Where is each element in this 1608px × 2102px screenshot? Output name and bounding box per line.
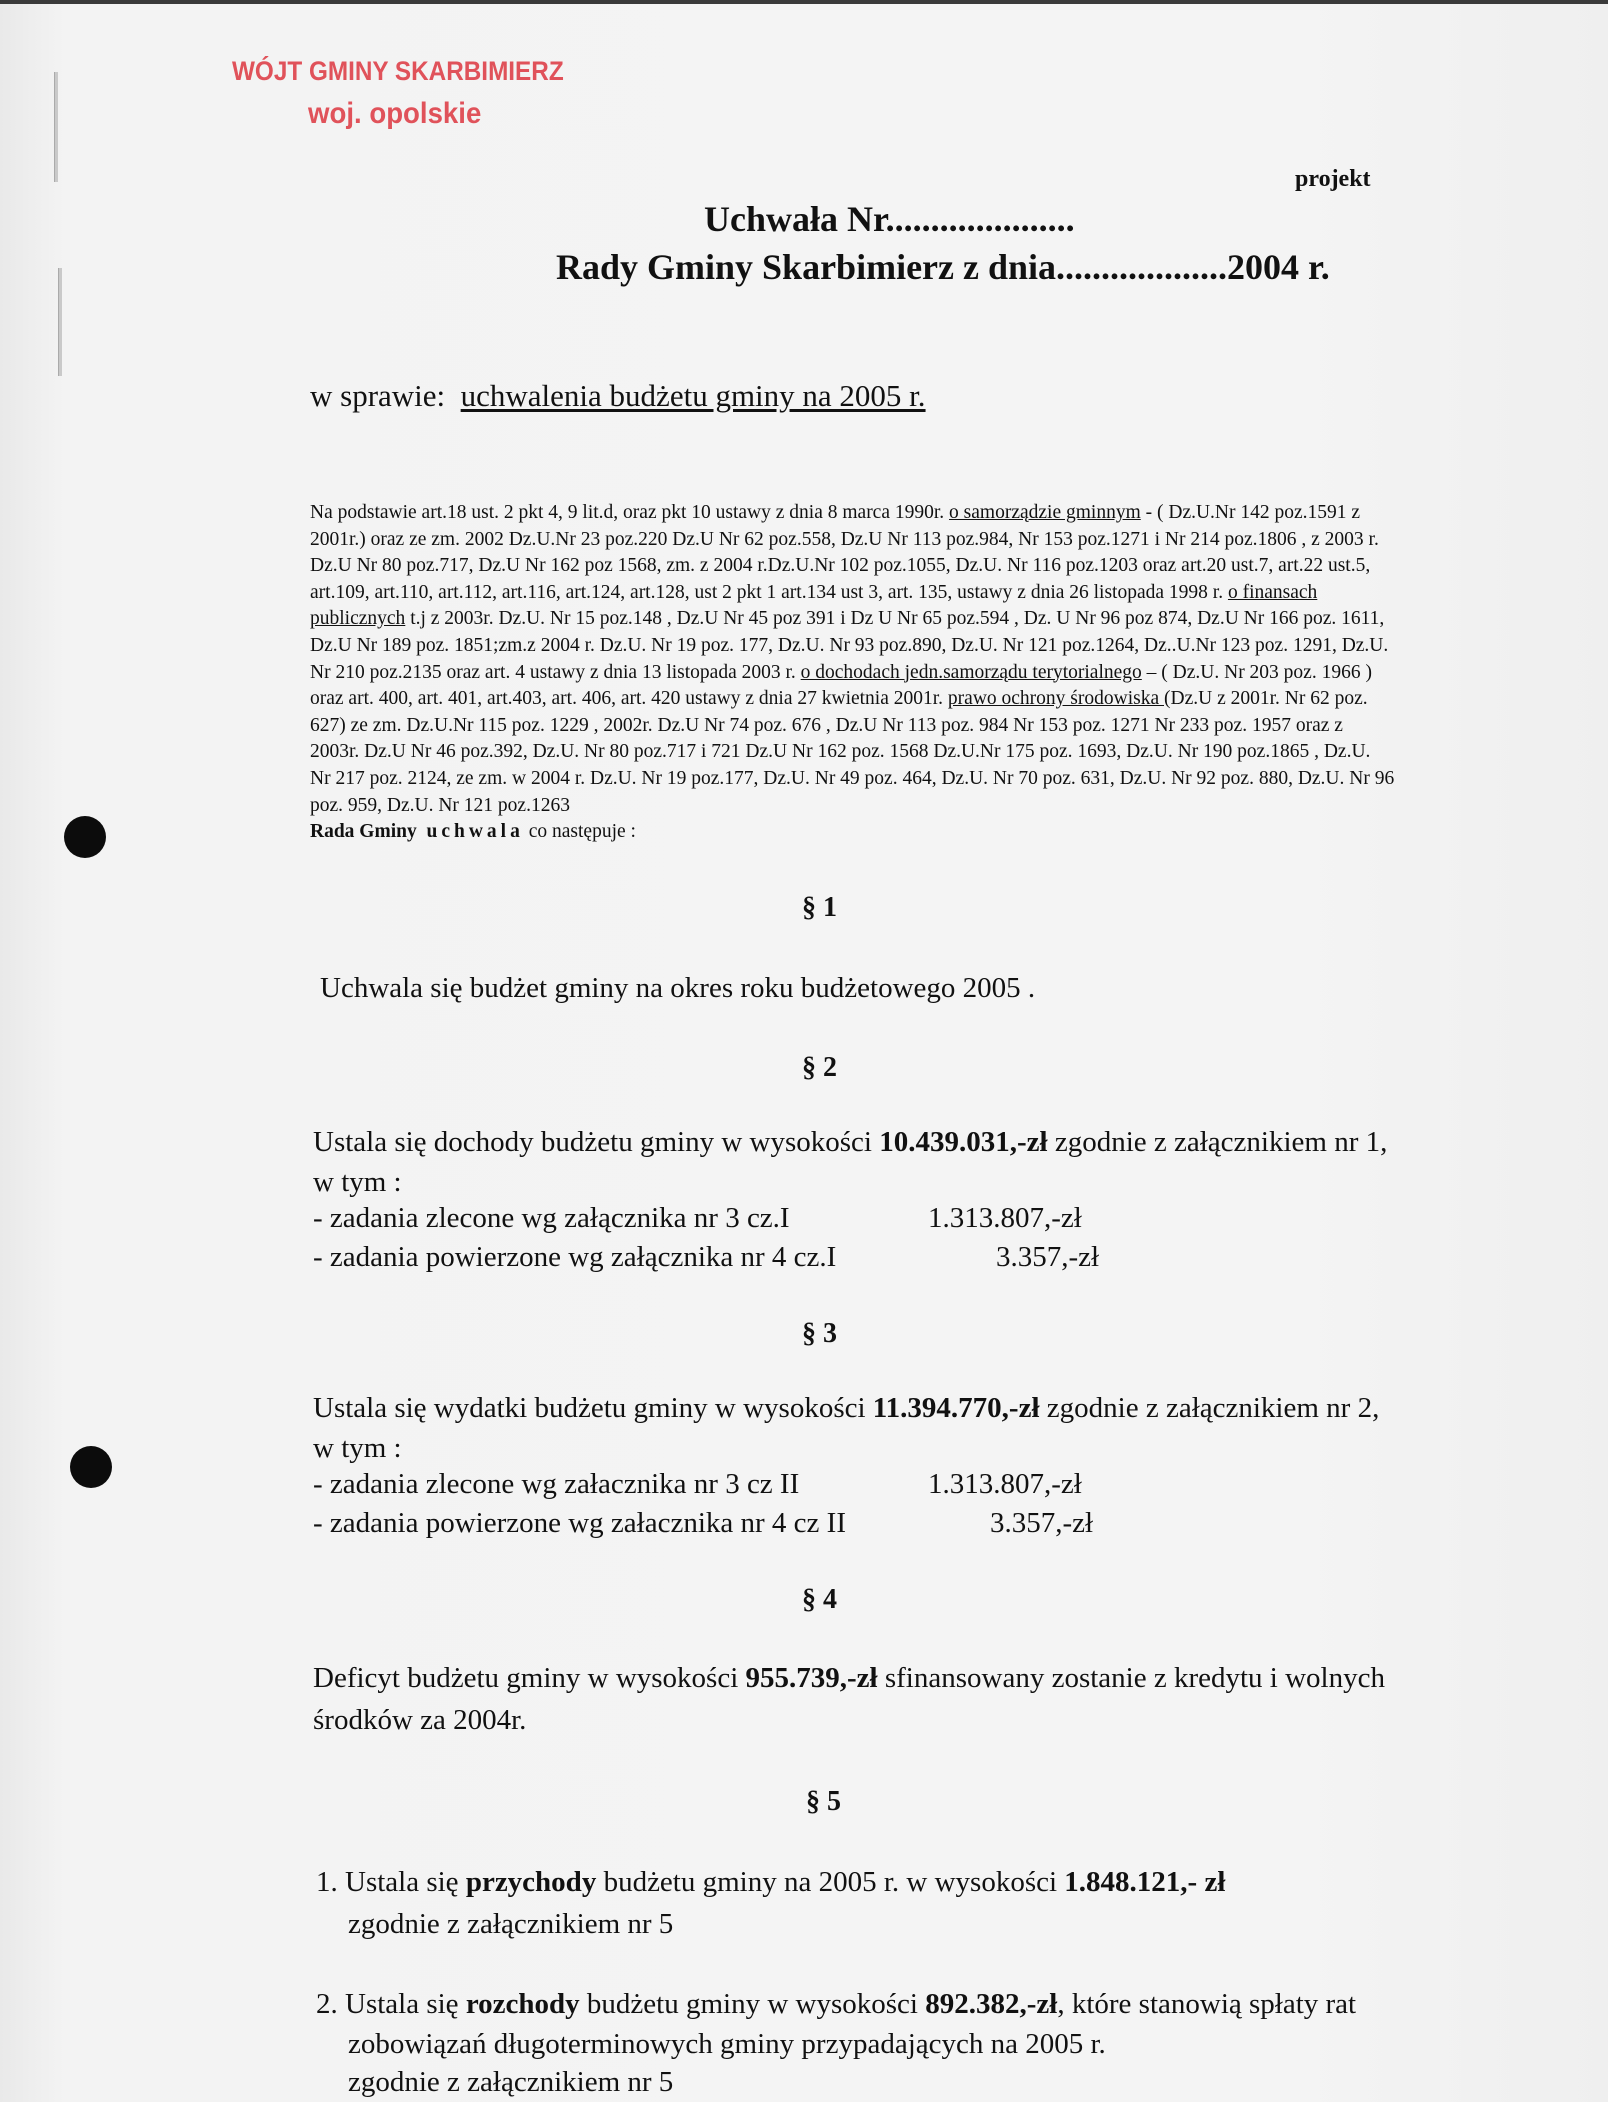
outgoings-amount: 892.382,-zł [925, 1988, 1058, 2020]
basis-line: 2001r.) oraz ze zm. 2002 Dz.U.Nr 23 poz.220 Dz.U Nr 62 poz.558, Dz.U Nr 113 poz.984, Nr 153 poz.1271 i Nr 214 poz.1806 , z 2003 r. [310, 528, 1379, 550]
council-label: Rada Gminy [310, 821, 417, 843]
resolves-word: uchwala [426, 821, 524, 843]
subject-text: uchwalenia budżetu gminy na 2005 r. [460, 378, 926, 413]
act-name: o samorządzie gminnym [949, 502, 1141, 523]
basis-line [310, 580, 1572, 607]
section-2-text: zgodnie z załącznikiem nr 1, [1047, 1126, 1388, 1158]
expense-amount: 11.394.770,-zł [872, 1392, 1040, 1424]
basis-line [310, 660, 1572, 687]
basis-text: – ( Dz.U. Nr 203 poz. 1966 ) [1141, 661, 1372, 683]
basis-line [310, 686, 1572, 713]
section-4-deficit-line [313, 1658, 1385, 1698]
section-4-text: Deficyt budżetu gminy w wysokości [313, 1662, 746, 1694]
section-2-including: w tym : [313, 1166, 402, 1198]
office-stamp [232, 56, 601, 131]
draft-label: projekt [1295, 166, 1371, 192]
section-5-text: budżetu gminy na 2005 r. w wysokości [596, 1866, 1065, 1898]
basis-text: Na podstawie art.18 ust. 2 pkt 4, 9 lit.d, oraz pkt 10 ustawy z dnia 8 marca 1990r. [310, 502, 950, 523]
section-5-item-2-line-3: zgodnie z załącznikiem nr 5 [348, 2066, 674, 2098]
basis-line [310, 606, 1572, 633]
basis-text: Nr 210 poz.2135 oraz art. 4 ustawy z dnia 13 listopada 2003 r. [310, 661, 801, 683]
basis-text: t.j z 2003r. Dz.U. Nr 15 poz.148 , Dz.U Nr 45 poz 391 i Dz U Nr 65 poz.594 , Dz. U Nr 96 poz 874, Dz.U Nr 166 poz. 1611, [405, 608, 1385, 630]
act-name: o finansach [1227, 581, 1318, 603]
basis-line: Dz.U Nr 80 poz.717, Dz.U Nr 162 poz 1568, zm. z 2004 r.Dz.U.Nr 102 poz.1055, Dz.U. Nr 116 poz.1203 oraz art.20 ust.7, art.22 ust.5, [310, 555, 1371, 577]
section-2-revenue-line [313, 1122, 1387, 1162]
basis-text: art.109, art.110, art.112, art.116, art.124, art.128, ust 2 pkt 1 art.134 ust 3, art. 135, ustawy z dnia 26 listopada 1998 r. [310, 581, 1228, 603]
basis-text: oraz art. 400, art. 401, art.403, art. 406, art. 420 ustawy z dnia 27 kwietnia 2001r. [310, 688, 948, 710]
basis-text: - ( Dz.U.Nr 142 poz.1591 z [1140, 502, 1361, 523]
section-5-item-1-line-2: zgodnie z załącznikiem nr 5 [348, 1908, 674, 1940]
staple-mark [54, 72, 58, 182]
section-2-item-1-label: - zadania zlecone wg załącznika nr 3 cz.I [313, 1202, 790, 1234]
income-amount: 1.848.121,- zł [1064, 1866, 1226, 1898]
act-name: prawo ochrony środowiska [947, 688, 1165, 710]
deficit-amount: 955.739,-zł [745, 1662, 878, 1694]
stamp-line-2: woj. opolskie [308, 97, 482, 130]
basis-line: 2003r. Dz.U Nr 46 poz.392, Dz.U. Nr 80 poz.717 i 721 Dz.U Nr 162 poz. 1568 Dz.U.Nr 175 poz. 1693, Dz.U. Nr 190 poz.1865 , Dz.U. [310, 741, 1371, 763]
act-name: o dochodach jedn.samorządu terytorialnego [800, 661, 1142, 683]
council-resolves-line [310, 819, 1572, 846]
section-5-item-1 [316, 1862, 1225, 1902]
section-4-text: sfinansowany zostanie z kredytu i wolnych [877, 1662, 1385, 1694]
scan-top-edge [0, 0, 1608, 4]
basis-line: Dz.U Nr 189 poz. 1851;zm.z 2004 r. Dz.U. Nr 19 poz. 177, Dz.U. Nr 93 poz.890, Dz.U. Nr 121 poz.1264, Dz..U.Nr 123 poz. 1291, Dz.U. [310, 634, 1389, 656]
basis-text: co następuje : [523, 821, 636, 843]
section-1-heading: § 1 [802, 892, 837, 923]
section-3-item-1-label: - zadania zlecone wg załacznika nr 3 cz II [313, 1468, 800, 1500]
stamp-line-1: WÓJT GMINY SKARBIMIERZ [232, 56, 564, 86]
basis-line: poz. 959, Dz.U. Nr 121 poz.1263 [310, 794, 570, 816]
section-3-heading: § 3 [802, 1318, 837, 1349]
section-3-text: zgodnie z załącznikiem nr 2, [1039, 1392, 1380, 1424]
section-5-text: 1. Ustala się [316, 1866, 466, 1898]
section-3-including: w tym : [313, 1432, 402, 1464]
section-2-heading: § 2 [802, 1052, 837, 1083]
basis-line: Nr 217 poz. 2124, ze zm. w 2004 r. Dz.U. Nr 19 poz.177, Dz.U. Nr 49 poz. 464, Dz.U. Nr 70 poz. 631, Dz.U. Nr 92 poz. 880, Dz.U. Nr 96 [310, 767, 1395, 789]
punch-hole [64, 816, 106, 858]
act-name: publicznych [310, 608, 406, 630]
section-5-text: 2. Ustala się [316, 1988, 466, 2020]
basis-line: 627) ze zm. Dz.U.Nr 115 poz. 1229 , 2002r. Dz.U Nr 74 poz. 676 , Dz.U Nr 113 poz. 984 Nr 153 poz. 1271 Nr 233 poz. 1957 oraz z [310, 714, 1343, 736]
staple-mark [58, 268, 62, 376]
subject-line [310, 378, 926, 414]
section-2-item-2-label: - zadania powierzone wg załącznika nr 4 cz.I [313, 1241, 837, 1273]
revenue-amount: 10.439.031,-zł [879, 1126, 1048, 1158]
section-4-heading: § 4 [802, 1584, 837, 1615]
outgoings-word: rozchody [465, 1988, 580, 2020]
subject-prefix: w sprawie: [310, 378, 446, 413]
section-5-text: budżetu gminy w wysokości [579, 1988, 926, 2020]
section-2-item-2-value: 3.357,-zł [996, 1241, 1100, 1273]
section-5-heading: § 5 [806, 1786, 841, 1817]
basis-line [310, 500, 1572, 527]
section-3-item-2-value: 3.357,-zł [990, 1507, 1094, 1539]
section-5-text: , które stanowią spłaty rat [1057, 1988, 1357, 2020]
punch-hole [70, 1446, 112, 1488]
section-3-item-1-value: 1.313.807,-zł [928, 1468, 1082, 1500]
income-word: przychody [465, 1866, 597, 1898]
section-1-text: Uchwala się budżet gminy na okres roku budżetowego 2005 . [320, 972, 1036, 1004]
resolution-title: Uchwała Nr..................... [704, 199, 1075, 239]
section-4-line-2: środków za 2004r. [313, 1704, 527, 1736]
section-3-text: Ustala się wydatki budżetu gminy w wysokości [313, 1392, 873, 1424]
section-2-item-1-value: 1.313.807,-zł [928, 1202, 1082, 1234]
council-date-line: Rady Gminy Skarbimierz z dnia...................2004 r. [556, 247, 1330, 287]
section-2-text: Ustala się dochody budżetu gminy w wysokości [313, 1126, 880, 1158]
legal-basis [310, 500, 1572, 846]
section-5-item-2 [316, 1984, 1356, 2024]
basis-text: (Dz.U z 2001r. Nr 62 poz. [1164, 688, 1368, 710]
section-3-item-2-label: - zadania powierzone wg załacznika nr 4 cz II [313, 1507, 846, 1539]
section-5-item-2-line-2: zobowiązań długoterminowych gminy przypadających na 2005 r. [348, 2028, 1106, 2060]
section-3-expense-line [313, 1388, 1379, 1428]
